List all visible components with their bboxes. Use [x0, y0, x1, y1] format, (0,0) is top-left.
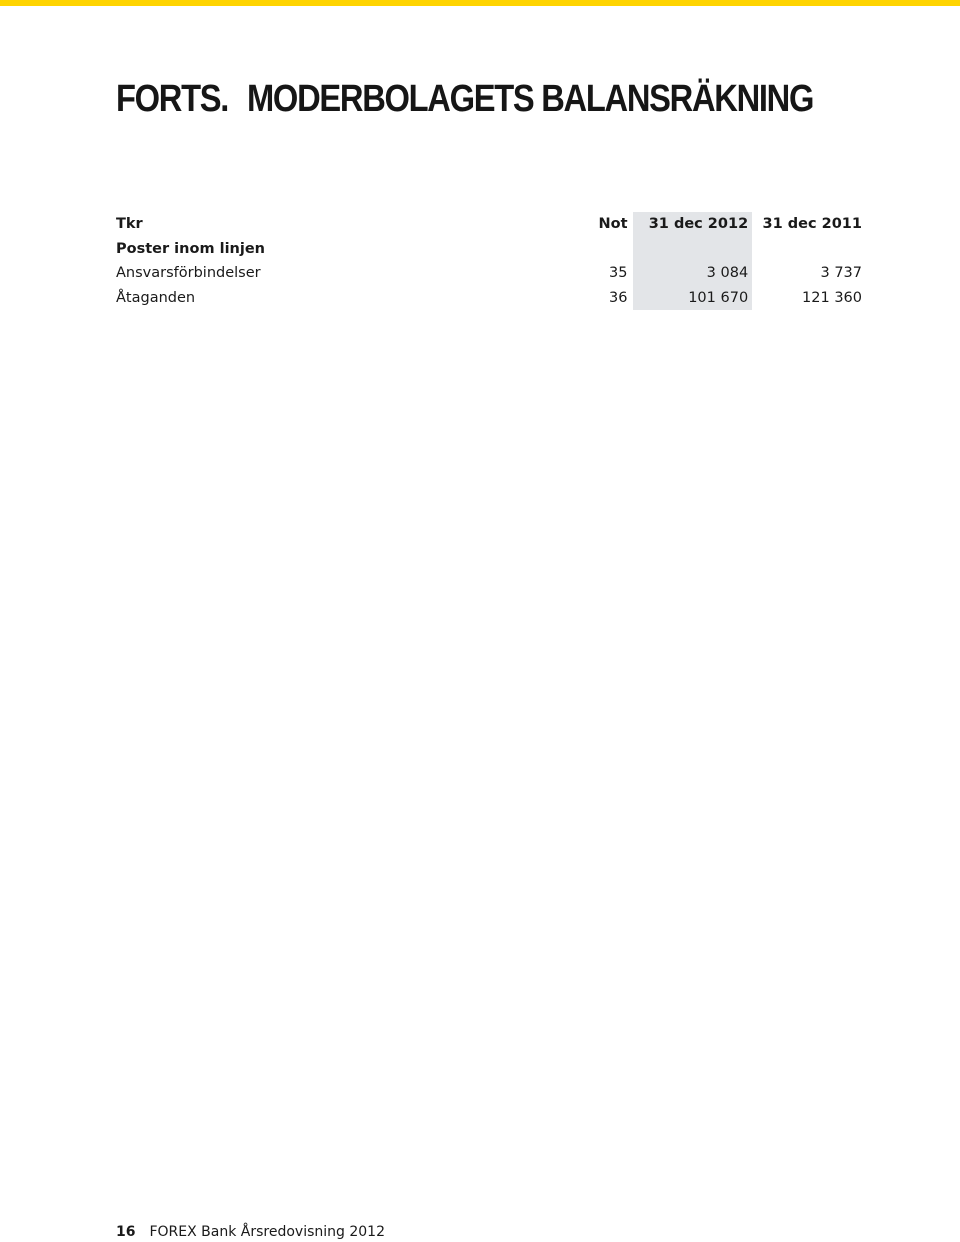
section-2012-cell — [633, 237, 753, 262]
row-value-2012: 101 670 — [633, 286, 753, 311]
balance-sheet-table — [116, 212, 864, 310]
top-accent-stripe — [0, 0, 960, 6]
row-label: Åtaganden — [116, 289, 196, 306]
page-title-main: MODERBOLAGETS BALANSRÄKNING — [247, 78, 814, 120]
page-footer — [116, 1224, 385, 1240]
section-label: Poster inom linjen — [116, 240, 265, 257]
section-row — [116, 237, 864, 262]
row-value-2011: 121 360 — [802, 289, 862, 306]
page-title-prefix: FORTS. — [116, 78, 229, 120]
page-number: 16 — [116, 1224, 136, 1240]
column-header-not: Not — [598, 216, 628, 232]
table-header-row — [116, 212, 864, 237]
row-note: 36 — [609, 289, 628, 306]
publication-name: FOREX Bank Årsredovisning 2012 — [149, 1224, 385, 1240]
row-label: Ansvarsförbindelser — [116, 265, 261, 281]
row-value-2011: 3 737 — [820, 265, 862, 281]
column-header-tkr: Tkr — [116, 216, 143, 232]
table-row — [116, 286, 864, 311]
column-header-2012: 31 dec 2012 — [633, 212, 753, 237]
page-title — [116, 78, 813, 121]
table-row — [116, 261, 864, 286]
row-value-2012: 3 084 — [633, 261, 753, 286]
column-header-2011: 31 dec 2011 — [762, 216, 862, 232]
section-2011-cell — [752, 237, 864, 262]
row-note: 35 — [609, 265, 628, 281]
section-note-cell — [519, 237, 632, 262]
